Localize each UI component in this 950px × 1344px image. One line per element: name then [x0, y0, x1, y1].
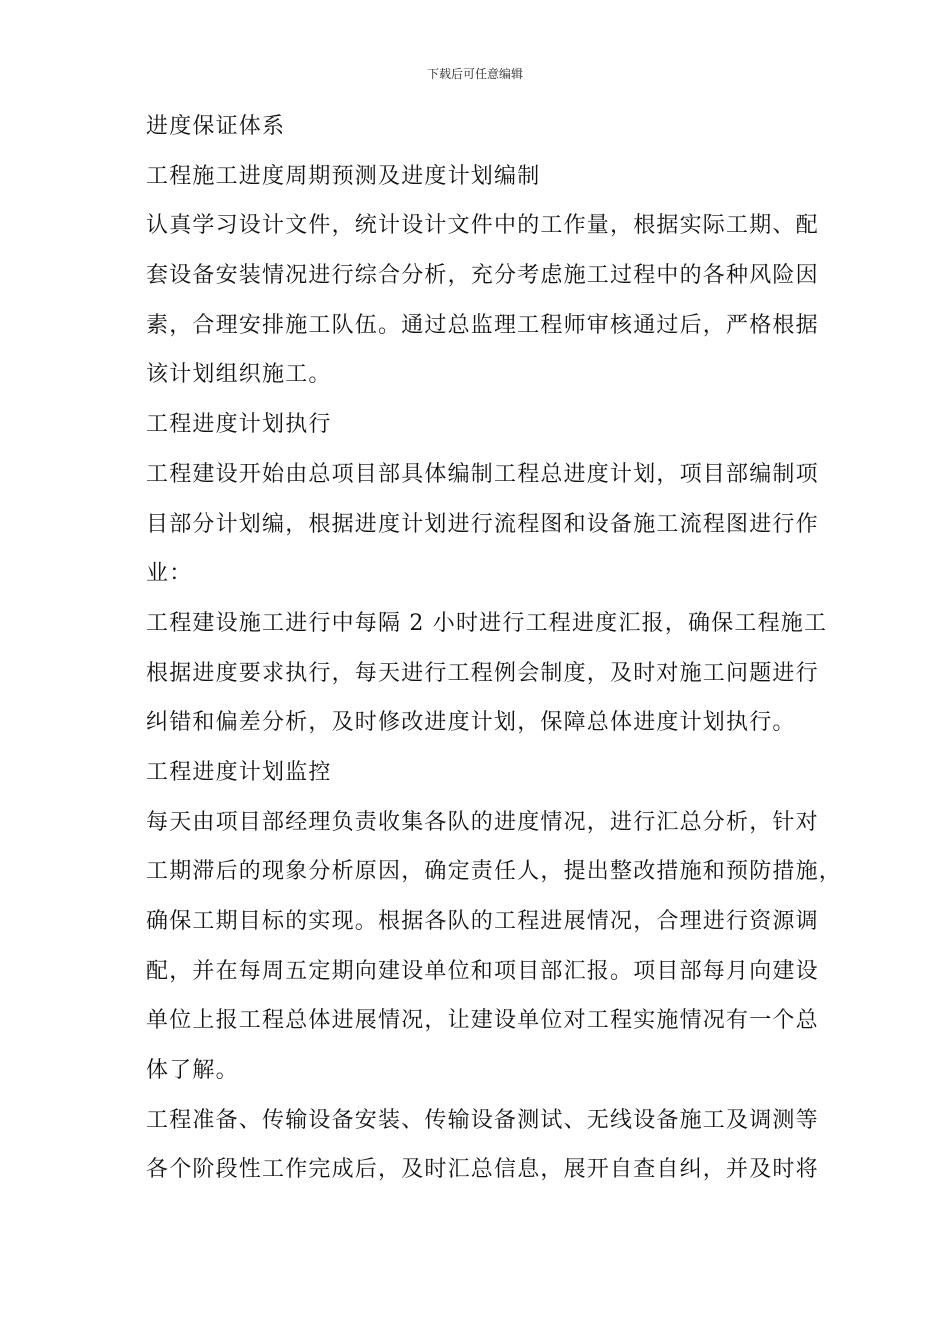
paragraph-line: 工期滞后的现象分析原因，确定责任人，提出整改措施和预防措施， — [146, 859, 843, 885]
subsection-heading: 工程进度计划监控 — [146, 759, 332, 785]
paragraph-line: 认真学习设计文件，统计设计文件中的工作量，根据实际工期、配 — [146, 213, 819, 239]
paragraph-line: 套设备安装情况进行综合分析，充分考虑施工过程中的各种风险因 — [146, 263, 819, 289]
paragraph-line: 体了解。 — [146, 1058, 239, 1084]
paragraph-line: 纠错和偏差分析，及时修改进度计划，保障总体进度计划执行。 — [146, 710, 796, 736]
paragraph-line: 根据进度要求执行，每天进行工程例会制度，及时对施工问题进行 — [146, 660, 819, 686]
paragraph-line: 确保工期目标的实现。根据各队的工程进展情况，合理进行资源调 — [146, 909, 819, 934]
paragraph-line: 工程建设施工进行中每隔 2 小时进行工程进度汇报，确保工程施工 — [146, 610, 828, 636]
paragraph-line: 每天由项目部经理负责收集各队的进度情况，进行汇总分析，针对 — [146, 809, 819, 835]
section-heading: 进度保证体系 — [146, 114, 286, 139]
paragraph-line: 工程准备、传输设备安装、传输设备测试、无线设备施工及调测等 — [146, 1107, 819, 1133]
subsection-heading: 工程施工进度周期预测及进度计划编制 — [146, 163, 541, 189]
paragraph-line: 目部分计划编，根据进度计划进行流程图和设备施工流程图进行作 — [146, 511, 819, 537]
page-header-note: 下载后可任意编辑 — [426, 67, 523, 81]
paragraph-line: 各个阶段性工作完成后，及时汇总信息，展开自查自纠，并及时将 — [146, 1157, 819, 1183]
paragraph-line: 业： — [146, 561, 193, 587]
paragraph-line: 工程建设开始由总项目部具体编制工程总进度计划，项目部编制项 — [146, 461, 819, 487]
paragraph-line: 配，并在每周五定期向建设单位和项目部汇报。项目部每月向建设 — [146, 958, 819, 984]
subsection-heading: 工程进度计划执行 — [146, 412, 332, 438]
paragraph-line: 该计划组织施工。 — [146, 362, 332, 388]
document-body — [146, 102, 843, 1195]
paragraph-line: 单位上报工程总体进展情况，让建设单位对工程实施情况有一个总 — [146, 1008, 819, 1034]
paragraph-line: 素，合理安排施工队伍。通过总监理工程师审核通过后，严格根据 — [146, 312, 819, 338]
